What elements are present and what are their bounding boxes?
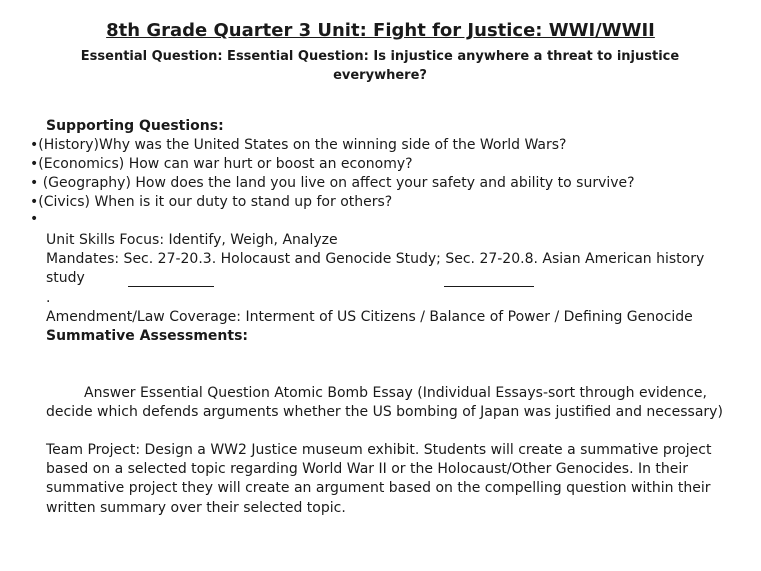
supporting-question-civics: •(Civics) When is it our duty to stand up for others? <box>30 194 393 210</box>
supporting-question-economics: •(Economics) How can war hurt or boost an economy? <box>30 156 413 172</box>
essential-question <box>80 47 680 85</box>
essential-question-line-1: Essential Question: Essential Question: Is injustice anywhere a threat to injustice <box>80 49 680 64</box>
unit-skills-focus: Unit Skills Focus: Identify, Weigh, Analyze <box>46 232 338 248</box>
unit-title: 8th Grade Quarter 3 Unit: Fight for Justice: WWI/WWII <box>106 20 655 41</box>
supporting-questions-heading: Supporting Questions: <box>46 118 224 134</box>
supporting-question-history: •(History)Why was the United States on the winning side of the World Wars? <box>30 137 567 153</box>
supporting-question-geography: • (Geography) How does the land you live on affect your safety and ability to survive? <box>30 175 635 191</box>
supporting-question-empty-bullet: • <box>30 211 39 227</box>
team-project: Team Project: Design a WW2 Justice museum exhibit. Students will create a summative project based on a selected topic regarding World War II or the Holocaust/Other Genocides. In their summative project they will create an argument based on the compelling question within their written summary over their selected topic. <box>46 442 712 516</box>
summative-assessments-heading: Summative Assessments: <box>46 328 248 344</box>
blank-line-1 <box>128 284 214 287</box>
amendment-law-coverage: Amendment/Law Coverage: Interment of US Citizens / Balance of Power / Defining Genocide <box>46 309 693 325</box>
mandates-study-word: study <box>46 270 85 286</box>
atomic-bomb-essay: Answer Essential Question Atomic Bomb Essay (Individual Essays-sort through evidence, decide which defends arguments whether the US bombing of Japan was justified and necessary) <box>46 385 723 421</box>
mandates-line-2 <box>46 269 85 288</box>
mandates-line-1: Mandates: Sec. 27-20.3. Holocaust and Genocide Study; Sec. 27-20.8. Asian American history <box>46 251 705 267</box>
blank-line-2 <box>444 284 534 287</box>
period-mark: . <box>46 290 51 306</box>
essential-question-line-2: everywhere? <box>333 68 427 83</box>
